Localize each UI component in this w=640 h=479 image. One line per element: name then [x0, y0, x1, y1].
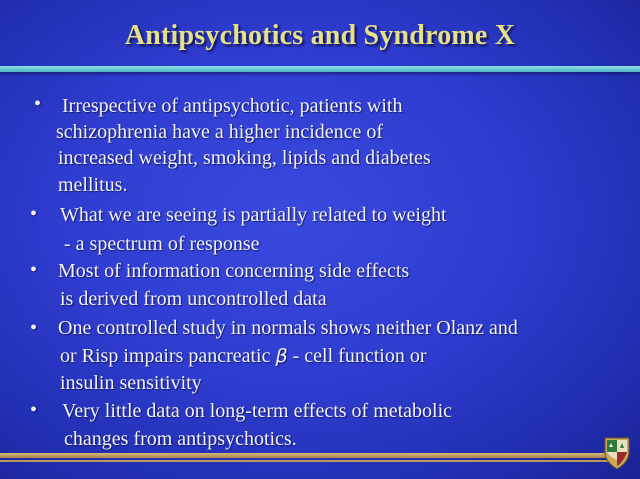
title-divider — [0, 66, 640, 72]
bullet-1-line-4: mellitus. — [58, 174, 128, 196]
bullet-4-line-2 — [60, 345, 426, 367]
bullet-3-line-2: is derived from uncontrolled data — [60, 288, 327, 310]
footer-divider-thin — [0, 460, 610, 462]
bullet-4-line-2-text: or Risp impairs pancreatic — [60, 345, 276, 367]
bullet-4-line-3: insulin sensitivity — [60, 372, 202, 394]
bullet-marker: • — [30, 317, 38, 339]
footer-divider — [0, 453, 610, 458]
bullet-marker: • — [30, 203, 38, 225]
bullet-marker: • — [34, 93, 42, 115]
bullet-1-line-3: increased weight, smoking, lipids and diabetes — [58, 147, 431, 169]
bullet-2-line-1: What we are seeing is partially related to weight — [60, 204, 447, 226]
slide-title: Antipsychotics and Syndrome X — [124, 20, 516, 51]
bullet-5-line-2: changes from antipsychotics. — [64, 428, 297, 450]
bullet-marker: • — [30, 259, 38, 281]
bullet-4-line-1: One controlled study in normals shows neither Olanz and — [58, 317, 518, 339]
bullet-5-line-1: Very little data on long-term effects of metabolic — [62, 400, 453, 422]
bullet-4-line-2-suffix: - cell function or — [287, 345, 427, 367]
bullet-3-line-1: Most of information concerning side effects — [58, 260, 410, 282]
bullet-marker: • — [30, 399, 38, 421]
bullet-2-line-2: - a spectrum of response — [64, 233, 260, 255]
bullet-1-line-2: schizophrenia have a higher incidence of — [56, 121, 384, 143]
bullet-1-line-1: Irrespective of antipsychotic, patients with — [62, 95, 403, 117]
beta-symbol: β — [275, 345, 288, 367]
shield-crest-icon — [603, 436, 631, 470]
